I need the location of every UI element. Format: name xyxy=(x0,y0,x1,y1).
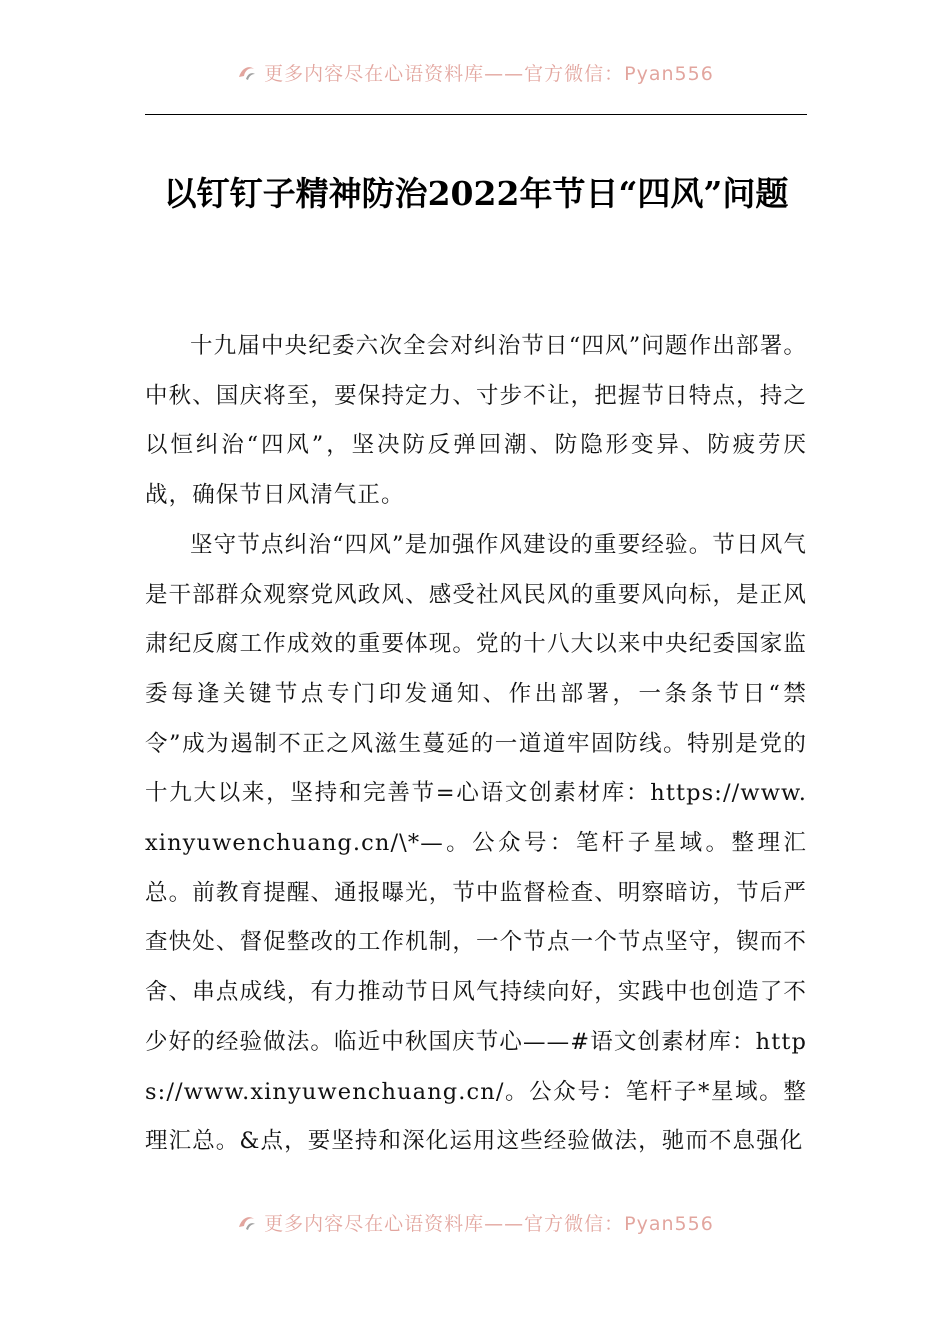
watermark-header xyxy=(0,58,950,86)
header-divider xyxy=(145,114,807,115)
brand-logo-icon xyxy=(236,1211,258,1233)
watermark-text: 更多内容尽在心语资料库——官方微信：Pyan556 xyxy=(264,62,714,85)
page-title: 以钉钉子精神防治2022年节日“四风”问题 xyxy=(163,174,789,213)
watermark-text: 更多内容尽在心语资料库——官方微信：Pyan556 xyxy=(264,1212,714,1235)
paragraph: 十九届中央纪委六次全会对纠治节日“四风”问题作出部署。中秋、国庆将至，要保持定力、寸步不让，把握节日特点，持之以恒纠治“四风”，坚决防反弹回潮、防隐形变异、防疲劳厌战，确保节日风清气正。 xyxy=(145,333,807,509)
paragraph: 坚守节点纠治“四风”是加强作风建设的重要经验。节日风气是干部群众观察党风政风、感受社风民风的重要风向标，是正风肃纪反腐工作成效的重要体现。党的十八大以来中央纪委国家监委每逢关键节点专门印发通知、作出部署，一条条节日“禁令”成为遏制不正之风滋生蔓延的一道道牢固防线。特别是党的十九大以来，坚持和完善节=心语文创素材库：https://www.xinyuwenchuang.cn/\*—。公众号：笔杆子星域。整理汇总。前教育提醒、通报曝光，节中监督检查、明察暗访，节后严查快处、督促整改的工作机制，一个节点一个节点坚守，锲而不舍、串点成线，有力推动节日风气持续向好，实践中也创造了不少好的经验做法。临近中秋国庆节心——#语文创素材库：https://www.xinyuwenchuang.cn/。公众号：笔杆子*星域。整理汇总。&点，要坚持和深化运用这些经验做法，驰而不息强化 xyxy=(145,531,807,1155)
watermark-footer xyxy=(0,1208,950,1236)
brand-logo-icon xyxy=(236,61,258,83)
document-body xyxy=(145,322,807,1207)
